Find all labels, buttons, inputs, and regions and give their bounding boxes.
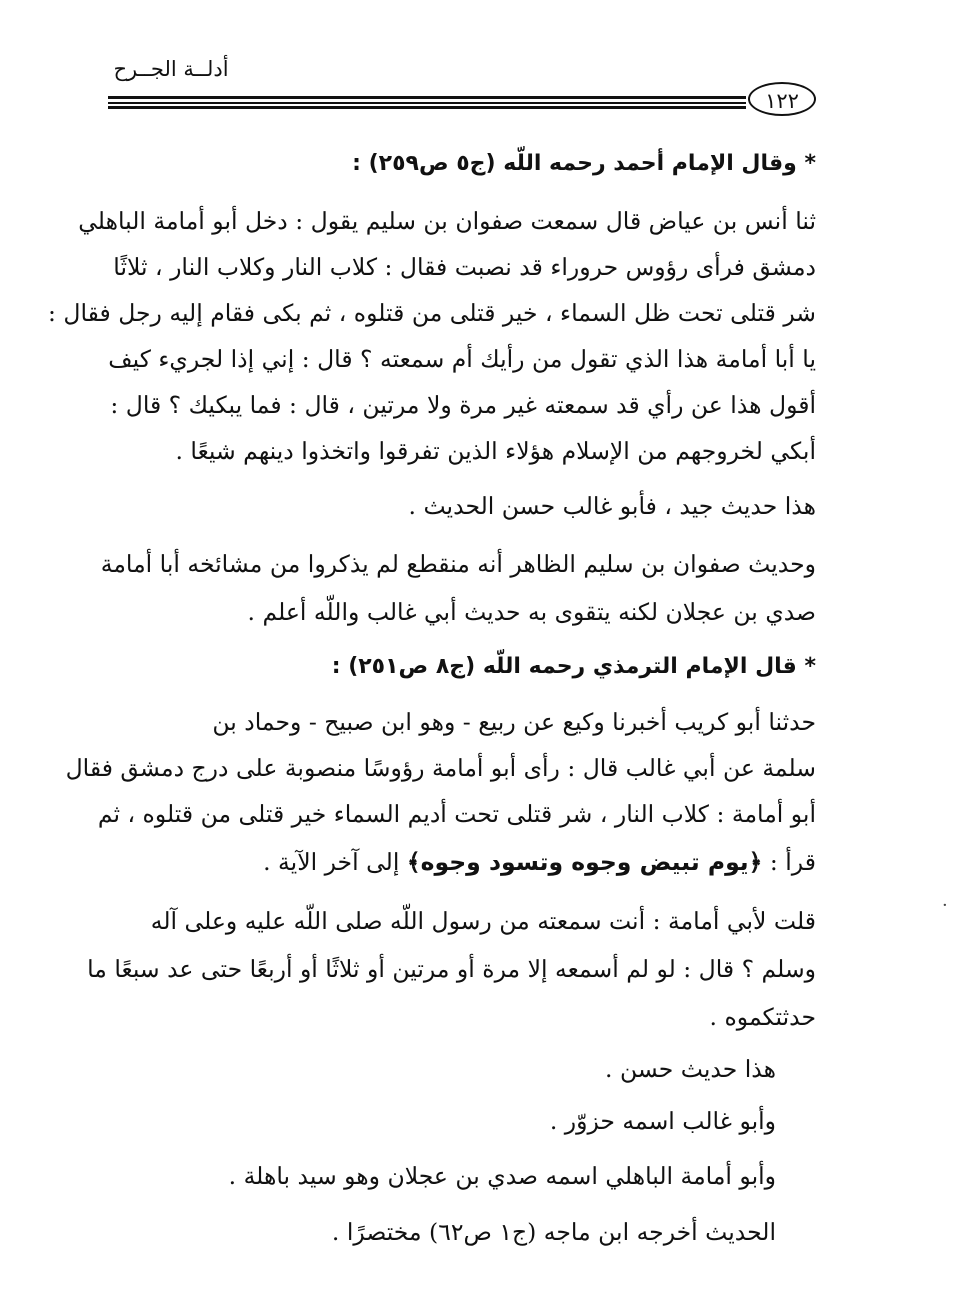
section-heading-tirmidhi: * قال الإمام الترمذي رحمه اللّه (ج٨ ص٢٥١) : xyxy=(331,654,816,679)
text-fragment: إلى آخر الآية . xyxy=(263,848,407,876)
quran-verse: ﴿يوم تبيض وجوه وتسود وجوه﴾ xyxy=(406,848,763,876)
page-number: ١٢٢ xyxy=(748,82,816,116)
header-rule-thick xyxy=(108,106,746,109)
margin-mark: · xyxy=(942,895,948,916)
header-rule-thin xyxy=(108,102,746,104)
text-line: حدثتكموه . xyxy=(709,1003,816,1031)
section-heading-ahmad: * وقال الإمام أحمد رحمه اللّه (ج٥ ص٢٥٩) : xyxy=(352,151,816,176)
text-line: الحديث أخرجه ابن ماجه (ج١ ص٦٢) مختصرًا . xyxy=(331,1218,776,1246)
header-rule-thick xyxy=(108,96,746,99)
text-line: وأبو غالب اسمه حزوّر . xyxy=(549,1107,776,1135)
text-fragment: قرأ : xyxy=(762,848,816,876)
running-head: أدلــة الجــرح xyxy=(113,57,229,81)
text-line: هذا حديث جيد ، فأبو غالب حسن الحديث . xyxy=(408,492,816,520)
text-line: صدي بن عجلان لكنه يتقوى به حديث أبي غالب واللّه أعلم . xyxy=(247,598,816,626)
text-line-quran xyxy=(263,838,816,886)
text-line: يا أبا أمامة هذا الذي تقول من رأيك أم سمعته ؟ قال : إني إذا لجريء كيف xyxy=(108,345,816,373)
text-line: وسلم ؟ قال : لو لم أسمعه إلا مرة أو مرتين أو ثلاثًا أو أربعًا حتى عد سبعًا ما xyxy=(87,955,816,983)
text-line: أقول هذا عن رأي قد سمعته غير مرة ولا مرتين ، قال : فما يبكيك ؟ قال : xyxy=(110,391,816,419)
text-line: حدثنا أبو كريب أخبرنا وكيع عن ربيع - وهو ابن صبيح - وحماد بن xyxy=(212,708,816,736)
text-line: ثنا أنس بن عياض قال سمعت صفوان بن سليم يقول : دخل أبو أمامة الباهلي xyxy=(78,207,816,235)
text-line: وحديث صفوان بن سليم الظاهر أنه منقطع لم يذكروا من مشائخه أبا أمامة xyxy=(100,550,816,578)
text-line: وأبو أمامة الباهلي اسمه صدي بن عجلان وهو سيد باهلة . xyxy=(228,1162,776,1190)
text-line: هذا حديث حسن . xyxy=(605,1055,776,1083)
text-line: أبكي لخروجهم من الإسلام هؤلاء الذين تفرقوا واتخذوا دينهم شيعًا . xyxy=(175,437,816,465)
text-line: أبو أمامة : كلاب النار ، شر قتلى تحت أديم السماء خير قتلى من قتلوه ، ثم xyxy=(97,800,816,828)
text-line: شر قتلى تحت ظل السماء ، خير قتلى من قتلوه ، ثم بكى فقام إليه رجل فقال : xyxy=(48,299,816,327)
text-line: دمشق فرأى رؤوس حروراء قد نصبت فقال : كلاب النار وكلاب النار ، ثلاثًا xyxy=(113,253,816,281)
text-line: قلت لأبي أمامة : أنت سمعته من رسول اللّه صلى اللّه عليه وعلى آله xyxy=(150,907,816,935)
text-line: سلمة عن أبي غالب قال : رأى أبو أمامة رؤوسًا منصوبة على درج دمشق فقال xyxy=(65,754,816,782)
